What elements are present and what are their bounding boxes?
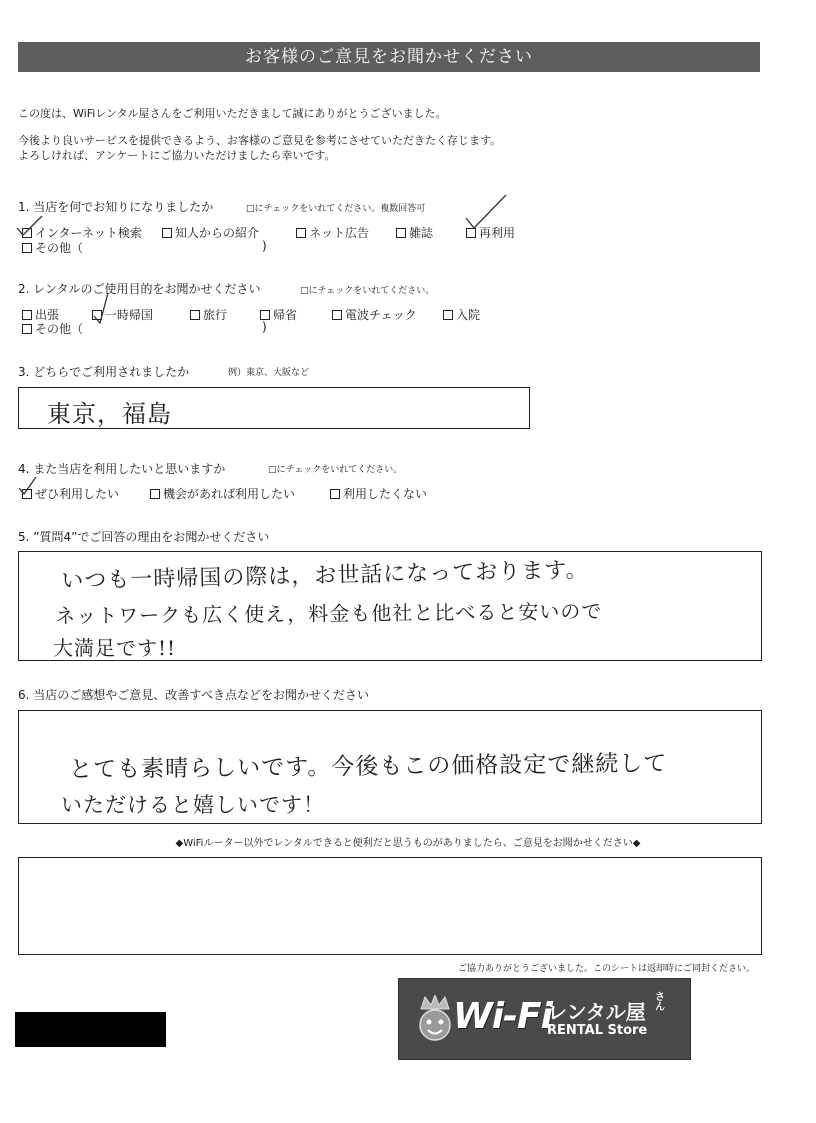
q1-option-magazine[interactable]: 雑誌: [396, 224, 433, 241]
q2-option-signal-check[interactable]: 電波チェック: [332, 306, 417, 323]
checkbox[interactable]: [22, 228, 32, 238]
question-1-title: 1. 当店を何でお知りになりましたか: [18, 200, 214, 214]
checkbox[interactable]: [330, 489, 340, 499]
checkbox[interactable]: [296, 228, 306, 238]
checkbox[interactable]: [22, 310, 32, 320]
store-logo: [398, 978, 691, 1060]
question-3-title: 3. どちらでご利用されましたか: [18, 365, 190, 379]
footer-thanks: ご協力ありがとうございました。このシートは返却時にご同封ください。: [458, 964, 756, 974]
q1-option-other[interactable]: その他（: [22, 239, 83, 256]
q1-option-net-ad[interactable]: ネット広告: [296, 224, 369, 241]
reason-answer-box[interactable]: [18, 551, 762, 661]
checkbox[interactable]: [22, 489, 32, 499]
checkbox[interactable]: [332, 310, 342, 320]
q4-option-if-chance[interactable]: 機会があれば利用したい: [150, 485, 295, 502]
reason-answer-line-1: いつも一時帰国の際は，お世話になっております。: [61, 557, 589, 594]
q1-other-close-paren: ): [262, 239, 267, 253]
logo-jp-text: レンタル屋: [547, 1000, 646, 1024]
q1-option-internet-search[interactable]: インターネット検索: [22, 224, 142, 241]
redacted-area: [15, 1012, 166, 1047]
reason-answer-line-3: 大満足です!!: [53, 636, 177, 660]
q2-option-hospital[interactable]: 入院: [443, 306, 480, 323]
location-answer-box[interactable]: [18, 387, 530, 429]
checkbox[interactable]: [443, 310, 453, 320]
q4-option-definitely[interactable]: ぜひ利用したい: [22, 485, 119, 502]
checkbox[interactable]: [466, 228, 476, 238]
checkbox[interactable]: [22, 324, 32, 334]
feedback-answer-line-2: いただけると嬉しいです！: [61, 793, 325, 817]
intro-line-1: この度は、WiFiレンタル屋さんをご利用いただきまして誠にありがとうございました。: [18, 107, 447, 120]
q2-option-homecoming[interactable]: 帰省: [260, 306, 297, 323]
question-5-title: 5. ”質問4”でご回答の理由をお聞かせください: [18, 530, 270, 544]
q2-option-travel[interactable]: 旅行: [190, 306, 227, 323]
q2-option-business-trip[interactable]: 出張: [22, 306, 59, 323]
location-answer: 東京，福島: [47, 400, 172, 428]
checkbox[interactable]: [22, 243, 32, 253]
question-1-note: □にチェックをいれてください。複数回答可: [246, 204, 426, 214]
q2-option-other[interactable]: その他（: [22, 320, 83, 337]
checkbox[interactable]: [92, 310, 102, 320]
q2-other-close-paren: ): [262, 320, 267, 334]
intro-line-2: 今後より良いサービスを提供できるよう、お客様のご意見を参考にさせていただきたく存じます。: [18, 134, 502, 147]
checkbox[interactable]: [190, 310, 200, 320]
survey-title: お客様のご意見をお聞かせください: [18, 42, 760, 72]
feedback-answer-line-1: とても素晴らしいです。今後もこの価格設定で継続して: [69, 750, 668, 783]
intro-line-3: よろしければ、アンケートにご協力いただけましたら幸いです。: [18, 149, 336, 162]
q1-option-reuse[interactable]: 再利用: [466, 224, 515, 241]
checkbox[interactable]: [162, 228, 172, 238]
checkbox[interactable]: [260, 310, 270, 320]
question-3-note: 例）東京、大阪など: [228, 368, 310, 378]
reason-answer-line-2: ネットワークも広く使え，料金も他社と比べると安いので: [55, 599, 603, 628]
question-4-title: 4. また当店を利用したいと思いますか: [18, 462, 226, 476]
logo-san-text: さん: [655, 992, 665, 1013]
q2-option-temporary-return[interactable]: 一時帰国: [92, 306, 153, 323]
question-4-note: □にチェックをいれてください。: [268, 465, 403, 475]
q1-option-referral[interactable]: 知人からの紹介: [162, 224, 259, 241]
logo-wifi-text: Wi-Fi: [453, 996, 552, 1037]
checkbox[interactable]: [396, 228, 406, 238]
logo-en-text: RENTAL Store: [547, 1023, 648, 1038]
request-answer-box[interactable]: [18, 857, 762, 955]
question-2-title: 2. レンタルのご使用目的をお聞かせください: [18, 282, 261, 296]
checkbox[interactable]: [150, 489, 160, 499]
crown-mascot-icon: [413, 995, 457, 1043]
feedback-answer-box[interactable]: [18, 710, 762, 824]
question-7-title: ◆WiFiルーター以外でレンタルできると便利だと思うものがありましたら、ご意見をお聞かせください◆: [175, 838, 641, 849]
q4-option-no[interactable]: 利用したくない: [330, 485, 427, 502]
question-6-title: 6. 当店のご感想やご意見、改善すべき点などをお聞かせください: [18, 688, 370, 702]
question-2-note: □にチェックをいれてください。: [300, 286, 435, 296]
